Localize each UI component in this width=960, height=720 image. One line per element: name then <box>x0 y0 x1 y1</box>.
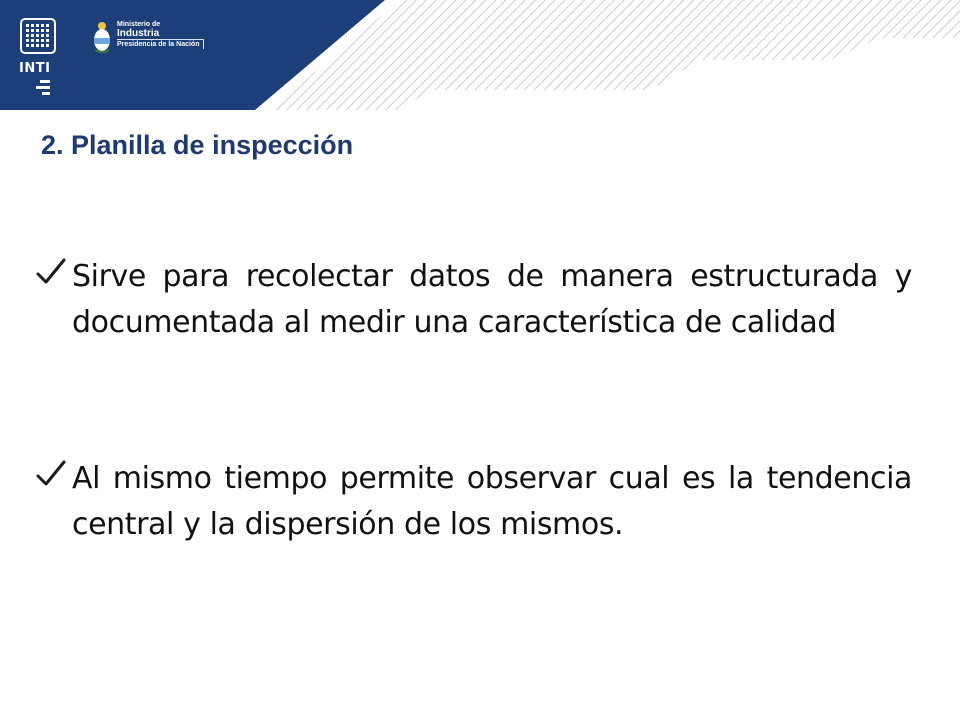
presidency-label: Presidencia de la Nación <box>117 39 204 49</box>
coat-of-arms-icon <box>92 20 112 54</box>
ministry-small-label: Ministerio de <box>117 21 161 28</box>
bullet-item <box>30 254 912 346</box>
inti-bars-icon <box>30 80 52 96</box>
slide-title: 2. Planilla de inspección <box>41 130 354 160</box>
bullet-text: Sirve para recolectar datos de manera estructurada y documentada al medir una característica de calidad <box>72 259 912 340</box>
hatched-stripes <box>270 0 960 110</box>
inti-label: INTI <box>19 61 51 76</box>
checkmark-icon <box>30 254 70 294</box>
ministry-text <box>117 21 204 49</box>
logo-area <box>0 0 260 110</box>
checkmark-icon <box>30 456 70 496</box>
bullet-text: Al mismo tiempo permite observar cual es la tendencia central y la dispersión de los mismos. <box>72 461 912 542</box>
inti-logo-icon <box>20 18 56 54</box>
ministry-name-label: Industria <box>117 28 160 39</box>
bullet-item <box>30 456 912 548</box>
